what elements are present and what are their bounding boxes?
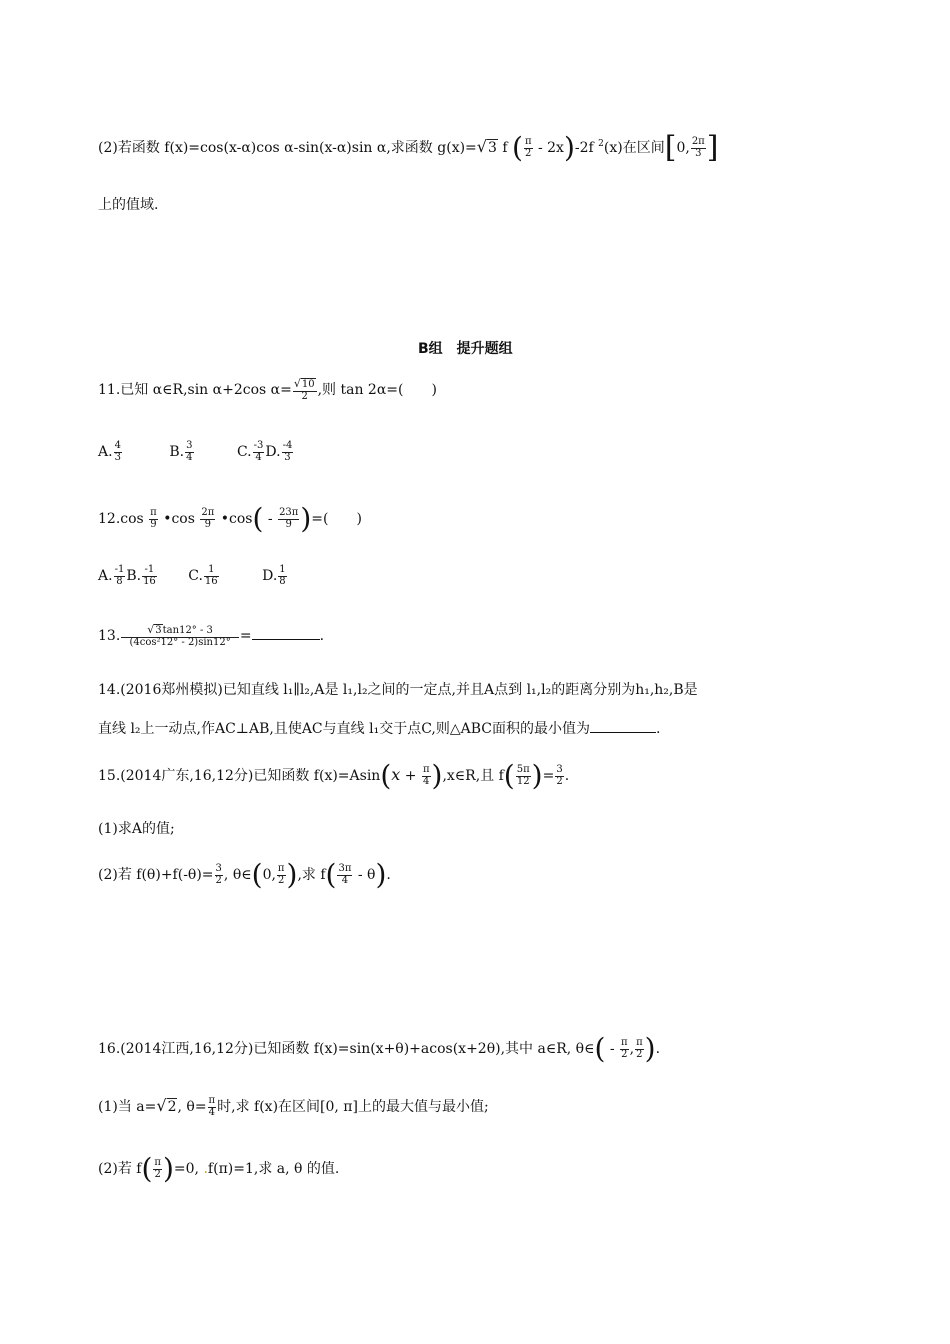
q15-x: x (391, 765, 401, 784)
q10-frac-pi-2: $\frac{\pi}{2}$ (524, 136, 532, 159)
q15-frac-5pi-12: $\frac{5\pi}{12}$ (516, 764, 530, 787)
q12-dot-cos2: •cos (220, 511, 253, 527)
paren-open: ( (251, 858, 263, 891)
q11-options (98, 441, 294, 463)
q11-tail: ,则 tan 2α=( ) (317, 382, 437, 398)
q16-frac-pi-4: $\frac{\pi}{4}$ (208, 1095, 216, 1118)
q12-neg: - (267, 511, 273, 527)
q14-line2 (98, 722, 660, 736)
q12-frac-pi-9: $\frac{\pi}{9}$ (150, 507, 157, 530)
q10-fx: f(x)=cos(x-α)cos α-sin(x-α)sin α,求函数 (164, 140, 433, 156)
q12-option-b: B. $\frac{-1}{16}$ (126, 564, 156, 587)
q16-sqrt2: 2 (167, 1099, 177, 1115)
q14-line2-text: 直线 l₂上一动点,作AC⊥AB,且使AC与直线 l₁交于点C,则△ABC面积的最小值为 (98, 721, 590, 737)
q15-zero: 0, (262, 867, 276, 883)
sqrt-symbol: √ (476, 137, 487, 156)
stray-dot-mark: . (203, 1161, 208, 1177)
q13-label: 13. (98, 628, 121, 644)
q10-frac-2pi-3: $\frac{2\pi}{3}$ (691, 136, 705, 159)
q13-eq: = (239, 628, 252, 644)
q16-p2-b: =0, (173, 1161, 200, 1177)
q14-line1: 14.(2016郑州模拟)已知直线 l₁∥l₂,A是 l₁,l₂之间的一定点,并且A点到 l₁,l₂的距离分别为h₁,h₂,B是 (98, 682, 698, 698)
bracket-close: ] (706, 130, 719, 165)
q10-part2-line (98, 130, 719, 165)
q12-option-d: D. $\frac{1}{8}$ (262, 564, 286, 587)
q14-answer-blank (590, 731, 656, 733)
paren-close: ) (563, 131, 575, 164)
paren-open: ( (141, 1152, 153, 1185)
q12-tail: =( ) (311, 511, 362, 527)
q16-frac-pi-2c: $\frac{\pi}{2}$ (154, 1157, 161, 1180)
q10-label: (2)若函数 (98, 140, 160, 156)
paren-open: ( (252, 502, 264, 535)
paren-close: ) (300, 502, 312, 535)
q15-part2 (98, 858, 391, 891)
sqrt-symbol: √ (156, 1096, 167, 1115)
q12-options (98, 565, 288, 587)
q16-stem-text: 16.(2014江西,16,12分)已知函数 f(x)=sin(x+θ)+acos(x+2θ),其中 a∈R, θ∈ (98, 1041, 595, 1057)
paren-close: ) (644, 1032, 656, 1065)
q15-p2-a: (2)若 f(θ)+f(-θ)= (98, 867, 214, 883)
q14-end: . (656, 721, 661, 737)
q11-option-d: D. $\frac{-4}{3}$ (265, 440, 293, 463)
bracket-open: [ (664, 130, 677, 165)
q16-p1-a: (1)当 a= (98, 1099, 157, 1115)
q10-rest: -2f (574, 140, 594, 156)
q16-frac-pi-2b: $\frac{\pi}{2}$ (636, 1037, 643, 1060)
q16-end: . (655, 1041, 661, 1057)
q16-p2-c: f(π)=1,求 a, θ 的值. (207, 1161, 340, 1177)
paren-close: ) (431, 759, 443, 792)
q12-frac-2pi-9: $\frac{2\pi}{9}$ (201, 507, 215, 530)
q16-part1 (98, 1096, 489, 1118)
q12-frac-23pi-9: $\frac{23\pi}{9}$ (279, 507, 299, 530)
q11-stem-text: 11.已知 α∈R,sin α+2cos α= (98, 382, 292, 398)
paren-open: ( (325, 858, 337, 891)
q15-mid: ,x∈R,且 f (442, 768, 504, 784)
q12-dot-cos: •cos (163, 511, 195, 527)
paren-open: ( (380, 759, 392, 792)
q11-frac-sqrt10-2: $\frac{√10}{2}$ (293, 377, 315, 402)
q11-stem (98, 378, 437, 402)
q15-p2-b: , θ∈ (223, 867, 252, 883)
q16-frac-pi-2a: $\frac{\pi}{2}$ (621, 1037, 628, 1060)
paren-close: ) (375, 858, 387, 891)
q16-part2 (98, 1152, 340, 1185)
q15-eq: = (542, 768, 555, 784)
q15-frac-3pi-4: $\frac{3\pi}{4}$ (338, 863, 352, 886)
q13-end: . (319, 628, 325, 644)
q15-p2-c: ,求 f (297, 867, 326, 883)
q15-frac-3-2: $\frac{3}{2}$ (556, 764, 563, 787)
paren-close: ) (162, 1152, 174, 1185)
paren-close: ) (286, 858, 298, 891)
q12-stem (98, 502, 362, 535)
q16-p2-a: (2)若 f (98, 1161, 142, 1177)
q15-end: . (564, 768, 570, 784)
paren-open: ( (594, 1032, 606, 1065)
q11-option-c: C. $\frac{-3}{4}$ (236, 440, 264, 463)
paren-close: ) (531, 759, 543, 792)
q13-line (98, 624, 324, 648)
q10-minus2x: - 2x (537, 140, 564, 156)
q15-frac-pi-2: $\frac{\pi}{2}$ (277, 863, 285, 886)
q11-option-b: B. $\frac{3}{4}$ (169, 440, 193, 463)
q12-option-a: A. $\frac{-1}{8}$ (98, 564, 125, 587)
q10-sqrt3: 3 (487, 140, 497, 156)
q10-rest2: (x)在区间 (603, 140, 665, 156)
q15-plus: + (404, 768, 417, 784)
q16-p1-c: 时,求 f(x)在区间[0, π]上的最大值与最小值; (217, 1099, 489, 1115)
q15-stem-text: 15.(2014广东,16,12分)已知函数 f(x)=Asin (98, 768, 381, 784)
q16-stem: 16.(2014江西,16,12分)已知函数 f(x)=sin(x+θ)+acos(x+2θ),其中 a∈R, θ∈( - $\frac{\pi}{2}$ , $\frac{\pi}{2}$ ). (98, 1032, 661, 1065)
q15-frac-pi-4: $\frac{\pi}{4}$ (422, 764, 430, 787)
q15-part1: (1)求A的值; (98, 821, 175, 837)
q10-square: 2 (598, 139, 604, 149)
paren-open: ( (512, 131, 523, 164)
q12-stem-text: 12.cos (98, 511, 144, 527)
q10-gx: g(x)= (437, 140, 477, 156)
q10-cont-line: 上的值域. (98, 197, 159, 213)
q15-p2-end: . (386, 867, 391, 883)
q10-f: f (502, 140, 508, 156)
q11-option-a: A. $\frac{4}{3}$ (98, 440, 121, 463)
q15-stem (98, 759, 570, 792)
q10-zero: 0, (676, 140, 690, 156)
paren-open: ( (503, 759, 515, 792)
q16-p1-b: , θ= (177, 1099, 207, 1115)
q12-option-c: C. $\frac{1}{16}$ (188, 564, 218, 587)
q15-minus-theta: - θ (357, 867, 376, 883)
q13-answer-blank (252, 638, 320, 640)
q16-neg: - (609, 1041, 615, 1057)
section-title: B组 提升题组 (418, 341, 513, 357)
q15-frac-3-2b: $\frac{3}{2}$ (215, 863, 222, 886)
q13-fraction: $\frac{√3\tan 12^\circ - 3}{\text{(4cos²12° - 2)sin12°}}$ (121, 624, 239, 648)
